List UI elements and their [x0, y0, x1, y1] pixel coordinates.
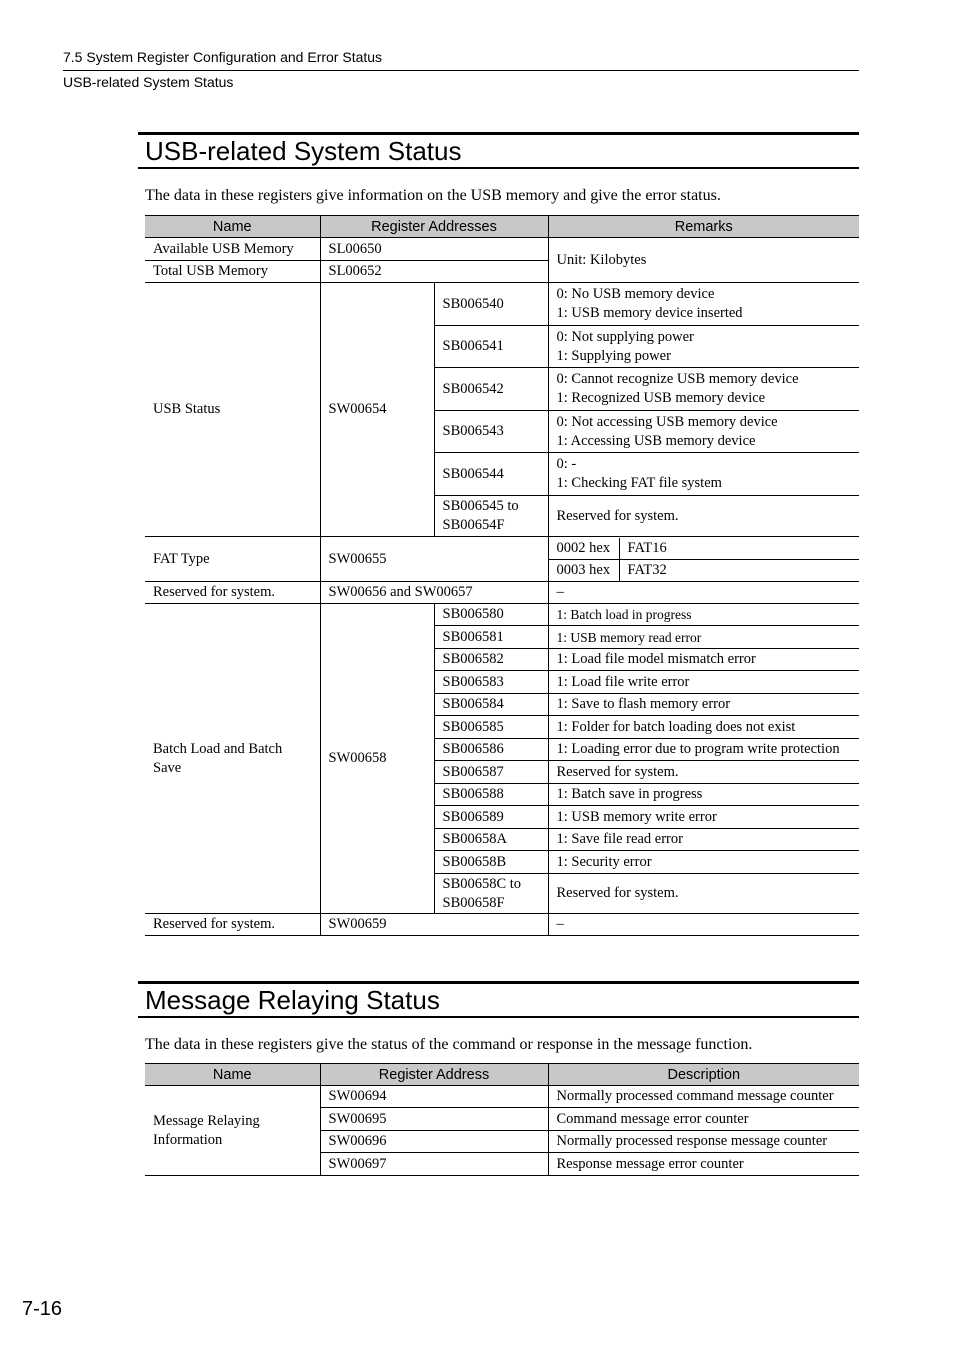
bit-address: SB006545 to SB00654F: [434, 496, 548, 537]
bit-address: SB006542: [434, 368, 548, 411]
table-row: [145, 283, 859, 326]
usb-section-intro: The data in these registers give information on the USB memory and give the error status.: [145, 187, 721, 204]
row-name: Reserved for system.: [145, 914, 320, 936]
bit-remark: 1: Save to flash memory error: [548, 694, 859, 716]
row-address: SL00650: [320, 238, 548, 261]
fat-code: 0003 hex: [549, 559, 620, 581]
bit-remark: 1: Load file model mismatch error: [548, 649, 859, 671]
table-row: [145, 1086, 859, 1108]
row-address: SW00696: [320, 1131, 548, 1153]
bit-address: SB006588: [434, 784, 548, 806]
bit-remark: 1: USB memory read error: [548, 626, 859, 649]
running-header-subsection: USB-related System Status: [63, 74, 234, 90]
bit-remark: 0: No USB memory device 1: USB memory device inserted: [548, 283, 859, 326]
bit-remark: 1: USB memory write error: [548, 806, 859, 829]
table-row: [145, 238, 859, 261]
bit-address: SB006541: [434, 326, 548, 368]
col-header-addresses: Register Addresses: [320, 216, 548, 238]
row-name: Batch Load and Batch Save: [145, 604, 320, 914]
bit-address: SB00658B: [434, 851, 548, 874]
row-address: SL00652: [320, 261, 548, 283]
bit-remark: 1: Batch load in progress: [548, 604, 859, 626]
bit-address: SB006586: [434, 739, 548, 761]
msg-section-title: Message Relaying Status: [138, 981, 859, 1018]
bit-address: SB006583: [434, 671, 548, 694]
bit-remark: 1: Load file write error: [548, 671, 859, 694]
row-address: SW00658: [320, 604, 434, 914]
row-name: FAT Type: [145, 537, 320, 582]
row-address: SW00694: [320, 1086, 548, 1108]
fat-code: 0002 hex: [549, 538, 620, 560]
row-address: SW00656 and SW00657: [320, 582, 548, 604]
row-address: SW00655: [320, 537, 548, 582]
bit-address: SB006582: [434, 649, 548, 671]
table-row: [145, 914, 859, 936]
col-header-remarks: Remarks: [548, 216, 859, 238]
bit-address: SB00658A: [434, 829, 548, 851]
fat-type-values: [548, 537, 859, 582]
bit-address: SB006587: [434, 761, 548, 784]
bit-remark: 0: - 1: Checking FAT file system: [548, 453, 859, 496]
col-header-name: Name: [145, 216, 320, 238]
bit-address: SB006580: [434, 604, 548, 626]
bit-address: SB00658C to SB00658F: [434, 874, 548, 914]
bit-remark: 0: Cannot recognize USB memory device 1: Recognized USB memory device: [548, 368, 859, 411]
bit-address: SB006585: [434, 716, 548, 739]
row-address: SW00659: [320, 914, 548, 936]
fat-label: FAT32: [619, 559, 859, 581]
row-remark: Unit: Kilobytes: [548, 238, 859, 283]
usb-status-table: [145, 215, 859, 936]
row-description: Response message error counter: [548, 1153, 859, 1176]
table-row: [145, 582, 859, 604]
bit-address: SB006540: [434, 283, 548, 326]
row-name: Message Relaying Information: [145, 1086, 320, 1176]
bit-remark: 1: Save file read error: [548, 829, 859, 851]
bit-remark: 1: Security error: [548, 851, 859, 874]
header-rule: [63, 70, 859, 71]
page-number: 7-16: [22, 1298, 63, 1320]
row-name: Available USB Memory: [145, 238, 320, 261]
bit-remark: 0: Not supplying power 1: Supplying power: [548, 326, 859, 368]
bit-address: SB006584: [434, 694, 548, 716]
bit-remark: Reserved for system.: [548, 874, 859, 914]
bit-remark: Reserved for system.: [548, 761, 859, 784]
bit-address: SB006544: [434, 453, 548, 496]
row-address: SW00697: [320, 1153, 548, 1176]
row-description: Normally processed response message counter: [548, 1131, 859, 1153]
row-remark: –: [548, 582, 859, 604]
row-name: USB Status: [145, 283, 320, 537]
bit-address: SB006581: [434, 626, 548, 649]
col-header-description: Description: [548, 1064, 859, 1086]
bit-remark: 0: Not accessing USB memory device 1: Accessing USB memory device: [548, 411, 859, 453]
bit-address: SB006589: [434, 806, 548, 829]
msg-section-intro: The data in these registers give the status of the command or response in the message function.: [145, 1036, 753, 1053]
bit-remark: Reserved for system.: [548, 496, 859, 537]
row-address: SW00654: [320, 283, 434, 537]
row-remark: –: [548, 914, 859, 936]
message-relaying-table: [145, 1063, 859, 1176]
table-row: [145, 604, 859, 626]
running-header-section: 7.5 System Register Configuration and Error Status: [63, 49, 383, 65]
row-description: Normally processed command message counter: [548, 1086, 859, 1108]
bit-remark: 1: Batch save in progress: [548, 784, 859, 806]
bit-address: SB006543: [434, 411, 548, 453]
row-description: Command message error counter: [548, 1108, 859, 1131]
bit-remark: 1: Loading error due to program write protection: [548, 739, 859, 761]
fat-label: FAT16: [627, 539, 667, 556]
table-row: [145, 537, 859, 582]
col-header-name: Name: [145, 1064, 320, 1086]
col-header-address: Register Address: [320, 1064, 548, 1086]
bit-remark: 1: Folder for batch loading does not exist: [548, 716, 859, 739]
row-address: SW00695: [320, 1108, 548, 1131]
row-name: Total USB Memory: [145, 261, 320, 283]
row-name: Reserved for system.: [145, 582, 320, 604]
usb-section-title: USB-related System Status: [138, 132, 859, 169]
